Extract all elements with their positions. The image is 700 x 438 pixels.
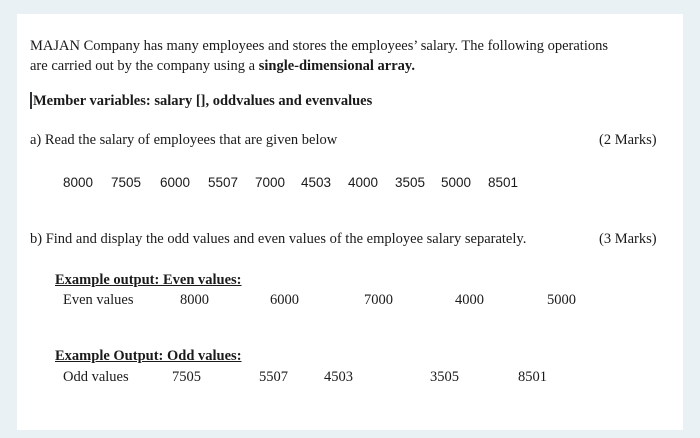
text-cursor (30, 92, 32, 109)
salary-value: 8000 (63, 175, 94, 190)
even-value: 6000 (270, 292, 299, 308)
odd-value: 7505 (172, 369, 201, 385)
even-value: 8000 (180, 292, 209, 308)
even-value: 5000 (547, 292, 576, 308)
part-a-label: a) Read the salary of employees that are given below (30, 132, 338, 148)
salary-value: 4000 (348, 175, 379, 190)
intro-line-2-text: are carried out by the company using a (30, 58, 259, 74)
salary-value: 7505 (111, 175, 142, 190)
part-b-marks: (3 Marks) (599, 231, 657, 247)
document-page (17, 14, 683, 430)
salary-value: 5000 (441, 175, 472, 190)
odd-value: 3505 (430, 369, 459, 385)
even-example-heading: Example output: Even values: (55, 272, 242, 288)
salary-value: 6000 (160, 175, 191, 190)
odd-value: 5507 (259, 369, 288, 385)
even-value: 7000 (364, 292, 393, 308)
odd-row-label: Odd values (63, 369, 129, 385)
salary-value: 5507 (208, 175, 239, 190)
salary-value: 3505 (395, 175, 426, 190)
odd-example-heading: Example Output: Odd values: (55, 348, 242, 364)
intro-line-2 (30, 58, 415, 75)
part-b-label: b) Find and display the odd values and even values of the employee salary separately. (30, 231, 527, 247)
part-a-marks: (2 Marks) (599, 132, 657, 148)
salary-value: 8501 (488, 175, 519, 190)
member-variables: Member variables: salary [], oddvalues and evenvalues (33, 93, 373, 109)
salary-value: 7000 (255, 175, 286, 190)
salary-value: 4503 (301, 175, 332, 190)
intro-line-1: MAJAN Company has many employees and stores the employees’ salary. The following operations (30, 38, 608, 54)
odd-value: 4503 (324, 369, 353, 385)
odd-value: 8501 (518, 369, 547, 385)
even-value: 4000 (455, 292, 484, 308)
array-type-emphasis: single-dimensional array. (258, 58, 415, 74)
even-row-label: Even values (63, 292, 134, 308)
